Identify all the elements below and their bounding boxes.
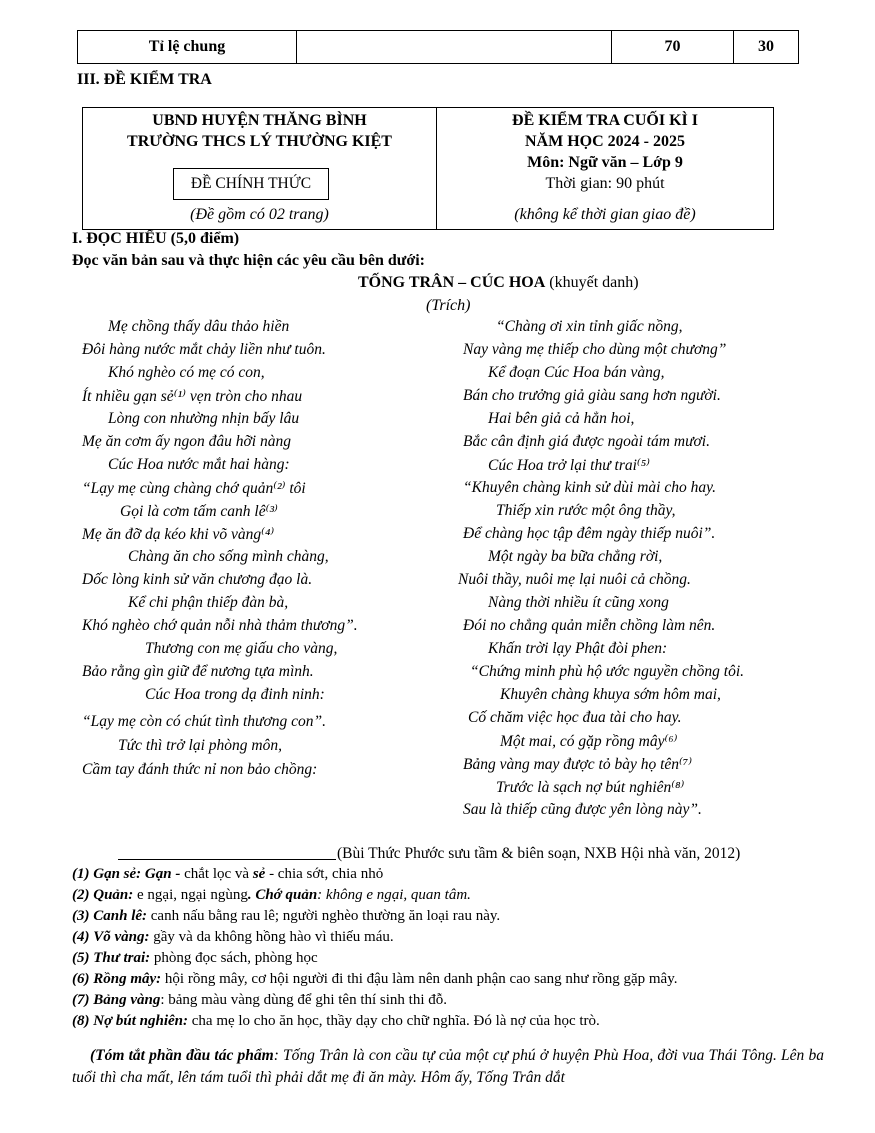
poem-right-line: Cúc Hoa trở lại thư trai⁽⁵⁾ bbox=[488, 457, 650, 474]
footnote: (7) Bảng vàng: bảng màu vàng dùng để ghi tên thí sinh thi đỗ. bbox=[72, 992, 447, 1008]
poem-left-line: Gọi là cơm tấm canh lê⁽³⁾ bbox=[120, 503, 278, 520]
footnote: (4) Võ vàng: gầy và da không hồng hào vì thiếu máu. bbox=[72, 929, 394, 945]
work-summary bbox=[72, 1045, 824, 1089]
poem-right-line: Nàng thời nhiều ít cũng xong bbox=[488, 594, 669, 611]
poem-left-line: Khó nghèo có mẹ có con, bbox=[108, 364, 265, 381]
poem-left-line: Đôi hàng nước mắt chảy liền như tuôn. bbox=[82, 341, 326, 358]
poem-right-line: Để chàng học tập đêm ngày thiếp nuôi”. bbox=[463, 525, 716, 542]
excerpt-note: (Trích) bbox=[426, 297, 471, 314]
poem-right-line: “Chứng minh phù hộ ước nguyền chồng tôi. bbox=[470, 663, 745, 680]
poem-left-line: Chàng ăn cho sống mình chàng, bbox=[128, 548, 329, 565]
poem-left-line: Thương con mẹ giấu cho vàng, bbox=[145, 640, 338, 657]
footnote: (5) Thư trai: phòng đọc sách, phòng học bbox=[72, 950, 318, 966]
poem-right-line: Bắc cân định giá được ngoài tám mươi. bbox=[463, 433, 710, 450]
section-title: III. ĐỀ KIỂM TRA bbox=[77, 71, 212, 88]
ratio-table bbox=[77, 30, 799, 64]
poem-left-line: Mẹ ăn đỡ dạ kéo khi võ vàng⁽⁴⁾ bbox=[82, 526, 275, 543]
subject: Môn: Ngữ văn – Lớp 9 bbox=[527, 154, 683, 171]
duration-note: (không kể thời gian giao đề) bbox=[514, 206, 696, 223]
summary-text: : Tống Trân là con cầu tự của một cự phú ở huyện Phù Hoa, đời vua Thái Tông. Lên ba tuổi thì cha mất, lên tám tuổi thì phải dắt mẹ đi ăn mày. Hôm ấy, Tống Trân dắt bbox=[72, 1047, 824, 1086]
source-citation: (Bùi Thức Phước sưu tầm & biên soạn, NXB Hội nhà văn, 2012) bbox=[337, 845, 741, 862]
official-stamp: ĐỀ CHÍNH THỨC bbox=[173, 168, 329, 200]
poem-right-line: Trước là sạch nợ bút nghiên⁽⁸⁾ bbox=[496, 779, 685, 796]
poem-left-line: Mẹ chồng thấy dâu thảo hiền bbox=[108, 318, 290, 335]
poem-right-line: Thiếp xin rước một ông thầy, bbox=[496, 502, 676, 519]
poem-right-line: Bảng vàng may được tỏ bày họ tên⁽⁷⁾ bbox=[463, 756, 693, 773]
poem-right-line: Khuyên chàng khuya sớm hôm mai, bbox=[500, 686, 721, 703]
district-name: UBND HUYỆN THĂNG BÌNH bbox=[152, 112, 367, 129]
work-heading bbox=[358, 274, 639, 292]
summary-lead: (Tóm tắt phần đầu tác phẩm bbox=[90, 1047, 274, 1064]
poem-left-line: Dốc lòng kinh sử văn chương đạo là. bbox=[82, 571, 313, 588]
footnote: (3) Canh lê: canh nấu bằng rau lê; người nghèo thường ăn loại rau này. bbox=[72, 908, 501, 924]
poem-left-line: Ít nhiều gạn sẻ⁽¹⁾ vẹn tròn cho nhau bbox=[82, 388, 303, 405]
poem-left-line: “Lạy mẹ cùng chàng chớ quản⁽²⁾ tôi bbox=[82, 480, 306, 497]
poem-left-line: “Lạy mẹ còn có chút tình thương con”. bbox=[82, 713, 327, 730]
poem-right-line: Sau là thiếp cũng được yên lòng này”. bbox=[463, 801, 702, 818]
poem-right-line: Nay vàng mẹ thiếp cho dùng một chương” bbox=[463, 341, 727, 358]
poem-right-line: Kể đoạn Cúc Hoa bán vàng, bbox=[488, 364, 665, 381]
poem-left-line: Mẹ ăn cơm ấy ngon đâu hỡi nàng bbox=[82, 433, 291, 450]
poem-right-line: “Khuyên chàng kinh sử dùi mài cho hay. bbox=[463, 479, 716, 496]
ratio-empty-cell bbox=[297, 31, 612, 64]
part1-title: I. ĐỌC HIỂU (5,0 điểm) bbox=[72, 230, 240, 247]
poem-left-line: Cúc Hoa nước mắt hai hàng: bbox=[108, 456, 290, 473]
instruction: Đọc văn bản sau và thực hiện các yêu cầu bên dưới: bbox=[72, 252, 425, 269]
footnote: (1) Gạn sẻ: Gạn - chắt lọc và sẻ - chia sớt, chia nhỏ bbox=[72, 866, 384, 882]
ratio-value-a: 70 bbox=[612, 31, 734, 64]
work-title: TỐNG TRÂN – CÚC HOA bbox=[358, 274, 546, 291]
poem-left-line: Kể chi phận thiếp đàn bà, bbox=[128, 594, 289, 611]
exam-header bbox=[82, 107, 774, 230]
poem-right-line: Khấn trời lạy Phật đòi phen: bbox=[488, 640, 668, 657]
exam-title: ĐỀ KIỂM TRA CUỐI KÌ I bbox=[512, 112, 698, 129]
school-year: NĂM HỌC 2024 - 2025 bbox=[525, 133, 685, 150]
poem-right-line: Cố chăm việc học đua tài cho hay. bbox=[468, 709, 682, 726]
exam-info bbox=[437, 108, 773, 229]
poem-left-line: Cúc Hoa trong dạ đinh ninh: bbox=[145, 686, 325, 703]
source-rule bbox=[118, 859, 336, 860]
footnote: (6) Rồng mây: hội rồng mây, cơ hội người đi thi đậu làm nên danh phận cao sang như rồng gặp mây. bbox=[72, 971, 678, 987]
poem-left-line: Tức thì trở lại phòng môn, bbox=[118, 737, 282, 754]
poem-right-line: Đói no chẳng quản miễn chồng làm nên. bbox=[463, 617, 716, 634]
poem-right-line: Một mai, có gặp rồng mây⁽⁶⁾ bbox=[500, 733, 678, 750]
poem-left-line: Bảo rằng gìn giữ để nương tựa mình. bbox=[82, 663, 314, 680]
footnote: (8) Nợ bút nghiên: cha mẹ lo cho ăn học, thầy dạy cho chữ nghĩa. Đó là nợ của học trò. bbox=[72, 1013, 600, 1029]
poem-left-line: Khó nghèo chớ quản nỗi nhà thảm thương”. bbox=[82, 617, 358, 634]
table-row bbox=[78, 31, 799, 64]
poem-right-line: Một ngày ba bữa chẳng rời, bbox=[488, 548, 663, 565]
footnote: (2) Quản: e ngại, ngại ngùng. Chớ quản: không e ngại, quan tâm. bbox=[72, 887, 471, 903]
school-info bbox=[83, 108, 437, 229]
school-name bbox=[83, 133, 436, 151]
poem-left-line: Lòng con nhường nhịn bấy lâu bbox=[108, 410, 300, 427]
poem-right-line: Bán cho trưởng giả giàu sang hơn người. bbox=[463, 387, 721, 404]
ratio-value-b: 30 bbox=[734, 31, 799, 64]
poem-left-line: Cầm tay đánh thức nỉ non bảo chồng: bbox=[82, 761, 318, 778]
work-author: (khuyết danh) bbox=[549, 274, 639, 291]
ratio-label: Tỉ lệ chung bbox=[78, 31, 297, 64]
school-name-text: TRƯỜNG THCS LÝ THƯỜNG KIỆT bbox=[127, 133, 392, 150]
poem-right-line: Hai bên giả cả hẳn hoi, bbox=[488, 410, 635, 427]
duration: Thời gian: 90 phút bbox=[545, 175, 665, 192]
page-count: (Đề gồm có 02 trang) bbox=[190, 206, 329, 223]
poem-right-line: “Chàng ơi xin tỉnh giấc nồng, bbox=[496, 318, 683, 335]
poem-right-line: Nuôi thầy, nuôi mẹ lại nuôi cả chồng. bbox=[458, 571, 691, 588]
